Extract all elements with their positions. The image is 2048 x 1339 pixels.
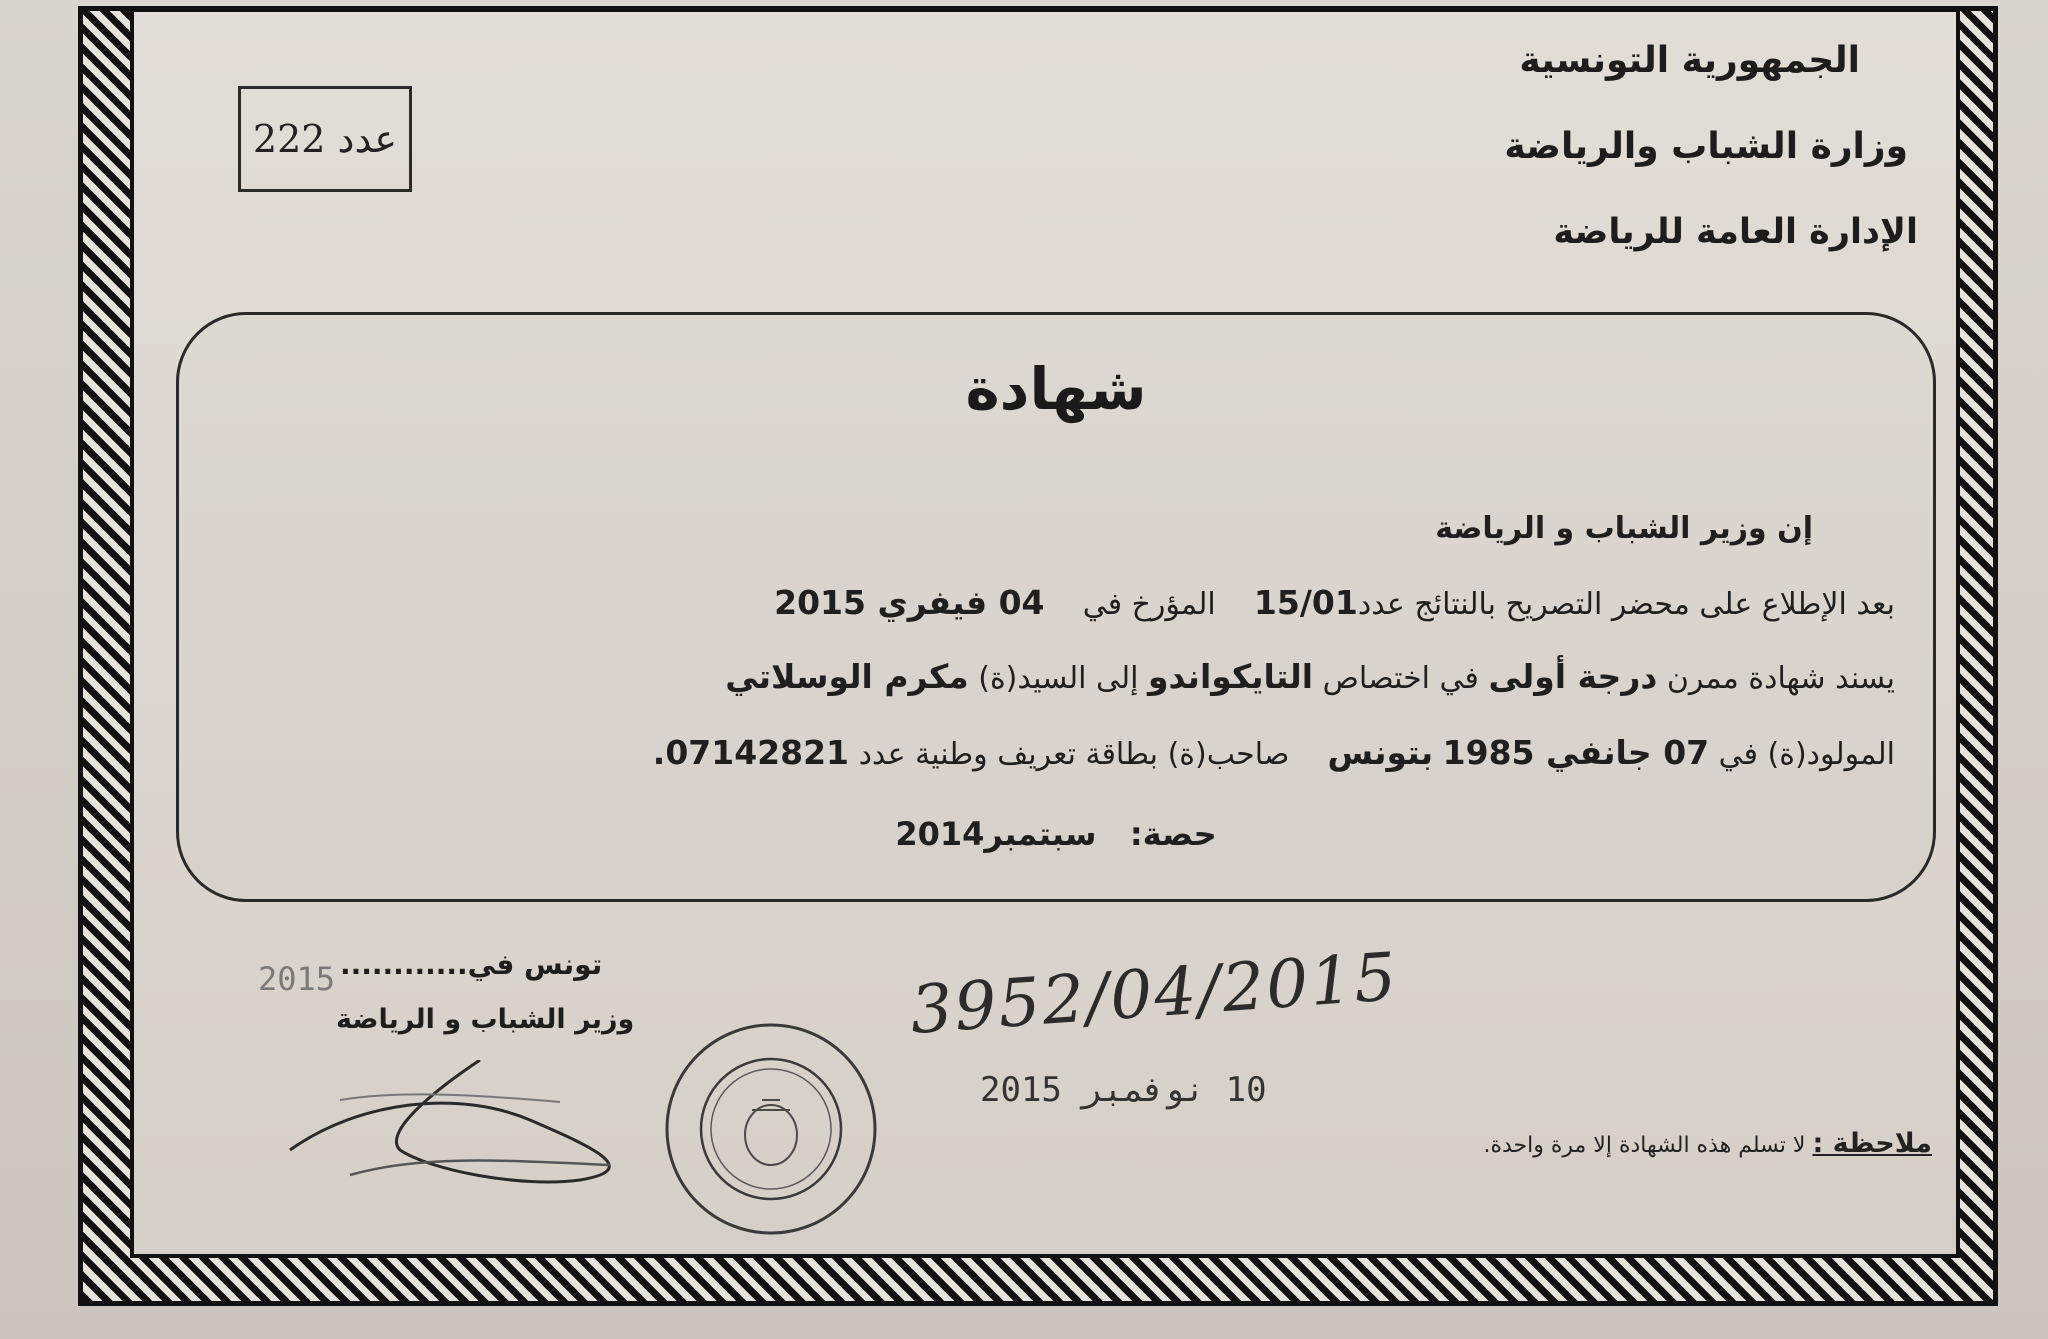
footer-note (1483, 1128, 1932, 1159)
footer-signatory: وزير الشباب و الرياضة (336, 1004, 635, 1035)
birth-label: المولود(ة) في (1718, 737, 1895, 772)
document-number-label: عدد (337, 117, 398, 161)
specialty-label: في اختصاص (1322, 661, 1479, 696)
faded-year: 2015 (258, 960, 336, 998)
note-label: ملاحظة : (1812, 1128, 1932, 1159)
header-country: الجمهورية التونسية (1519, 40, 1860, 81)
certificate-frame (176, 312, 1936, 902)
signature (280, 1060, 660, 1190)
stamp-date: 10 نوفمبر 2015 (980, 1070, 1267, 1110)
minutes-date-label: المؤرخ في (1082, 587, 1216, 622)
certificate-line-minister: إن وزير الشباب و الرياضة (1435, 511, 1813, 546)
degree: درجة أولى (1488, 657, 1658, 696)
birth-date: 07 جانفي 1985 (1442, 733, 1710, 772)
ministry-seal (662, 1020, 880, 1238)
note-text: لا تسلم هذه الشهادة إلا مرة واحدة. (1483, 1133, 1806, 1158)
certificate-line-minutes (774, 583, 1895, 622)
document-number-box (238, 86, 412, 192)
minutes-date: 04 فيفري 2015 (774, 583, 1045, 622)
minutes-prefix: بعد الإطلاع على محضر التصريح بالنتائج عدد (1357, 587, 1895, 622)
minutes-number: 15/01 (1253, 583, 1358, 622)
birth-place: بتونس (1327, 733, 1434, 772)
recipient-label: إلى السيد(ة) (978, 661, 1139, 696)
session-value: سبتمبر2014 (895, 815, 1097, 853)
footer-place-date: تونس في............ (340, 948, 603, 981)
id-label: صاحب(ة) بطاقة تعريف وطنية عدد (858, 737, 1290, 772)
specialty: التايكواندو (1147, 657, 1314, 696)
certificate-session (179, 815, 1933, 853)
certificate-line-grant (725, 657, 1895, 696)
certificate-title: شهادة (965, 355, 1147, 423)
holder-name: مكرم الوسلاتي (725, 657, 969, 696)
grant-prefix: يسند شهادة ممرن (1666, 661, 1895, 696)
session-label: حصة: (1129, 815, 1217, 853)
id-number: 07142821. (652, 733, 850, 772)
header-ministry: وزارة الشباب والرياضة (1504, 126, 1908, 167)
handwritten-reference: 3952/04/2015 (907, 938, 1401, 1049)
document-number-value: 222 (252, 117, 326, 161)
header-department: الإدارة العامة للرياضة (1553, 212, 1918, 252)
certificate-line-birth (653, 733, 1895, 772)
